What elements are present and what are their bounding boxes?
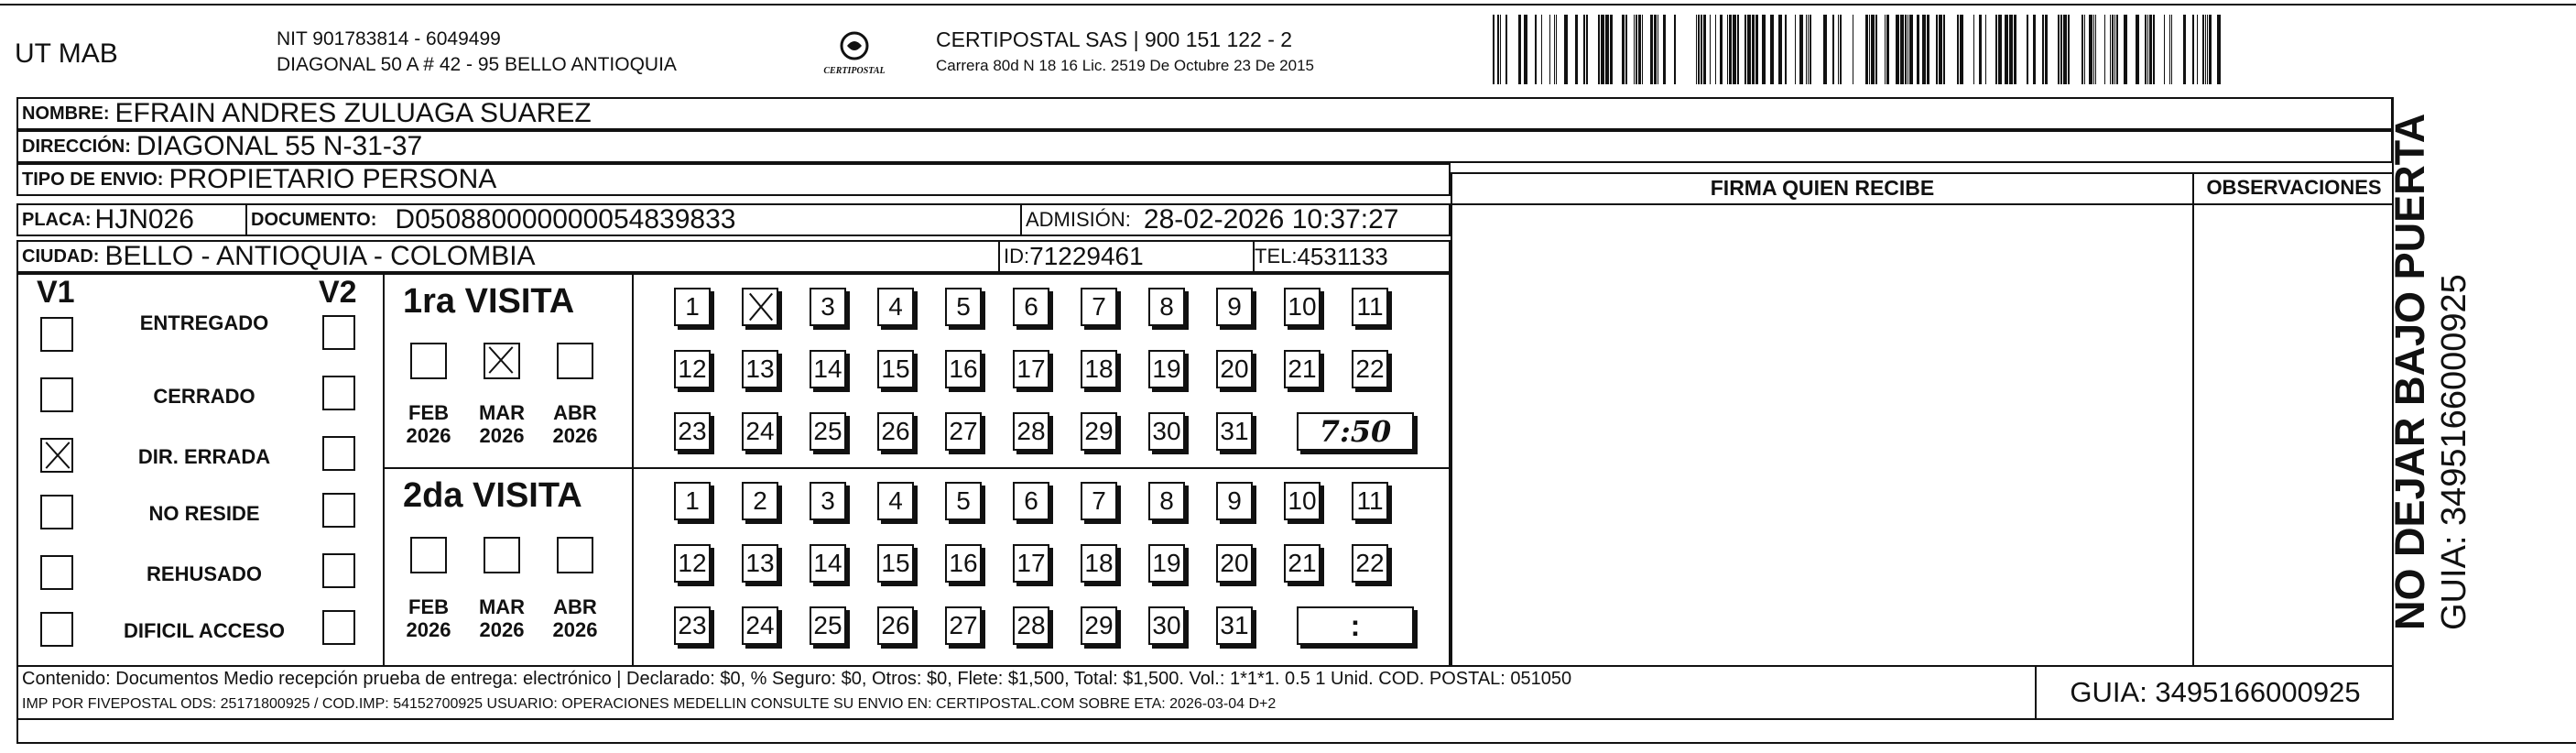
- day-number: 29: [1084, 417, 1114, 445]
- top-border: [0, 4, 2576, 5]
- day-box[interactable]: [1081, 544, 1117, 583]
- footer-guia-cell: [2035, 665, 2394, 720]
- id-label: ID:: [1004, 245, 1030, 267]
- day-box[interactable]: [1216, 482, 1253, 520]
- ciudad-label: CIUDAD:: [22, 246, 100, 267]
- day-number: 4: [888, 486, 903, 515]
- day-box[interactable]: [877, 350, 914, 388]
- day-number: 7: [1092, 292, 1106, 321]
- month-name: MAR: [478, 401, 526, 424]
- day-box[interactable]: [1352, 288, 1388, 326]
- day-box[interactable]: [1216, 288, 1253, 326]
- day-box[interactable]: [945, 544, 982, 583]
- day-number: 16: [949, 355, 978, 383]
- month-label: [474, 595, 529, 641]
- day-box[interactable]: [1081, 350, 1117, 388]
- day-box[interactable]: [674, 288, 711, 326]
- day-number: 9: [1227, 486, 1242, 515]
- day-number: 21: [1288, 549, 1317, 577]
- day-number: 17: [1016, 549, 1046, 577]
- month-checkbox[interactable]: [410, 537, 447, 573]
- placa-row: [16, 203, 1451, 236]
- firma-area: [1451, 172, 2194, 667]
- direccion-label: DIRECCIÓN:: [22, 136, 131, 157]
- v1-checkbox[interactable]: [40, 495, 73, 529]
- v1-label: V1: [37, 275, 75, 310]
- side-line2: GUIA: 3495166000925: [2435, 274, 2473, 630]
- day-number: 10: [1288, 486, 1317, 515]
- side-line1: NO DEJAR BAJO PUERTA: [2386, 113, 2433, 630]
- placa-label: PLACA:: [22, 209, 92, 230]
- month-checkbox[interactable]: [557, 537, 593, 573]
- day-box[interactable]: [1352, 482, 1388, 520]
- day-box[interactable]: [945, 606, 982, 645]
- v1-checkbox[interactable]: [40, 438, 73, 473]
- time-field[interactable]: [1297, 606, 1414, 645]
- month-year: 2026: [479, 424, 525, 447]
- day-box[interactable]: [1013, 288, 1049, 326]
- reason-label: DIFICIL ACCESO: [123, 619, 285, 642]
- day-number: 27: [949, 417, 978, 445]
- v1-checkbox[interactable]: [40, 317, 73, 352]
- barcode: [1493, 15, 2225, 84]
- v1-checkbox[interactable]: [40, 555, 73, 590]
- tel-value: 4531133: [1297, 242, 1388, 270]
- day-number: 21: [1288, 355, 1317, 383]
- admision-value: 28-02-2026 10:37:27: [1143, 204, 1399, 235]
- reason-label: CERRADO: [153, 385, 255, 408]
- month-checkbox[interactable]: [484, 537, 520, 573]
- v2-checkbox[interactable]: [322, 376, 355, 410]
- v2-checkbox[interactable]: [322, 610, 355, 645]
- id-value: 71229461: [1029, 242, 1144, 270]
- day-box[interactable]: [1148, 350, 1185, 388]
- day-number: 12: [678, 355, 707, 383]
- day-number: 5: [956, 486, 971, 515]
- day-number: 11: [1356, 486, 1384, 515]
- day-number: 30: [1152, 417, 1181, 445]
- admision-cell: [1026, 205, 1447, 235]
- visits-divider-left: [383, 273, 385, 667]
- day-number: 16: [949, 549, 978, 577]
- footer-contenido: Contenido: Documentos Medio recepción prueba de entrega: electrónico | Declarado: $0, % Seguro: $0, Otros: $0, Flete: $1,500, Total: $1,500. Vol.: 1*1*1. 0.5 1 Unid. COD. POSTAL: 051050: [22, 669, 1572, 689]
- day-box[interactable]: [674, 412, 711, 451]
- day-box[interactable]: [1148, 544, 1185, 583]
- day-number: 22: [1355, 549, 1385, 577]
- day-box[interactable]: [742, 288, 778, 326]
- reason-label: NO RESIDE: [148, 502, 260, 525]
- v1-checkbox[interactable]: [40, 377, 73, 412]
- day-box[interactable]: [1148, 412, 1185, 451]
- v2-checkbox[interactable]: [322, 493, 355, 528]
- day-number: 15: [881, 355, 910, 383]
- nombre-value: EFRAIN ANDRES ZULUAGA SUAREZ: [114, 98, 592, 128]
- day-number: 31: [1220, 417, 1249, 445]
- day-number: 14: [813, 355, 842, 383]
- day-number: 13: [745, 549, 775, 577]
- day-number: 6: [1024, 486, 1038, 515]
- day-number: 30: [1152, 611, 1181, 639]
- day-number: 27: [949, 611, 978, 639]
- day-box[interactable]: [1013, 412, 1049, 451]
- day-number: 4: [888, 292, 903, 321]
- day-box[interactable]: [810, 606, 846, 645]
- day-number: 24: [745, 417, 775, 445]
- day-number: 3: [821, 486, 835, 515]
- day-number: 23: [678, 417, 707, 445]
- day-number: 20: [1220, 549, 1249, 577]
- day-box[interactable]: [674, 606, 711, 645]
- day-box[interactable]: [877, 412, 914, 451]
- tipo-envio-label: TIPO DE ENVIO:: [22, 169, 164, 190]
- time-value: :: [1350, 608, 1361, 642]
- day-number: 23: [678, 611, 707, 639]
- day-box[interactable]: [945, 350, 982, 388]
- day-number: 12: [678, 549, 707, 577]
- day-number: 8: [1159, 292, 1174, 321]
- footer-imp: IMP POR FIVEPOSTAL ODS: 25171800925 / COD.IMP: 54152700925 USUARIO: OPERACIONES MEDELLIN CONSULTE SU ENVIO EN: CERTIPOSTAL.COM SOBRE ETA: 2026-03-04 D+2: [22, 696, 1277, 712]
- day-box[interactable]: [1081, 288, 1117, 326]
- direccion-value: DIAGONAL 55 N-31-37: [136, 131, 423, 161]
- time-value: 7:50: [1319, 414, 1392, 449]
- day-box[interactable]: [1284, 288, 1321, 326]
- certipostal-line1: CERTIPOSTAL SAS | 900 151 122 - 2: [936, 27, 1293, 51]
- day-box[interactable]: [1216, 412, 1253, 451]
- day-box[interactable]: [1352, 350, 1388, 388]
- day-box[interactable]: [742, 350, 778, 388]
- visit-title: 2da VISITA: [403, 476, 582, 515]
- day-number: 8: [1159, 486, 1174, 515]
- day-number: 13: [745, 355, 775, 383]
- day-number: 10: [1288, 292, 1317, 321]
- documento-label: DOCUMENTO:: [251, 209, 377, 230]
- ciudad-cell: [18, 242, 1004, 271]
- day-box[interactable]: [945, 288, 982, 326]
- day-box[interactable]: [674, 544, 711, 583]
- ciudad-row: [16, 240, 1451, 273]
- observaciones-area: [2192, 172, 2394, 667]
- day-box[interactable]: [742, 606, 778, 645]
- tel-cell: [1251, 242, 1451, 271]
- firma-label: FIRMA QUIEN RECIBE: [1710, 176, 1935, 200]
- month-name: ABR: [553, 595, 597, 618]
- day-number: 6: [1024, 292, 1038, 321]
- day-number: 24: [745, 611, 775, 639]
- company-address: DIAGONAL 50 A # 42 - 95 BELLO ANTIOQUIA: [277, 54, 677, 75]
- tipo-envio-row: [16, 163, 1451, 196]
- bottom-border: [16, 742, 2576, 744]
- day-box[interactable]: [1081, 606, 1117, 645]
- day-number: 1: [685, 292, 700, 321]
- month-name: FEB: [408, 595, 449, 618]
- day-number: 29: [1084, 611, 1114, 639]
- day-box[interactable]: [674, 482, 711, 520]
- day-box[interactable]: [1081, 412, 1117, 451]
- tipo-envio-value: PROPIETARIO PERSONA: [168, 164, 497, 194]
- ciudad-value: BELLO - ANTIOQUIA - COLOMBIA: [104, 241, 536, 271]
- company-nit: NIT 901783814 - 6049499: [277, 28, 501, 49]
- v2-checkbox[interactable]: [322, 553, 355, 588]
- company-name: UT MAB: [15, 38, 118, 69]
- month-name: MAR: [478, 595, 526, 618]
- month-checkbox[interactable]: [557, 343, 593, 379]
- day-box[interactable]: [1081, 482, 1117, 520]
- v1-checkbox[interactable]: [40, 612, 73, 647]
- day-box[interactable]: [1216, 606, 1253, 645]
- day-number: 31: [1220, 611, 1249, 639]
- day-box[interactable]: [1013, 350, 1049, 388]
- day-box[interactable]: [810, 288, 846, 326]
- day-number: 20: [1220, 355, 1249, 383]
- month-label: [401, 401, 456, 447]
- month-label: [401, 595, 456, 641]
- visit-title: 1ra VISITA: [403, 282, 575, 321]
- day-number: 11: [1356, 292, 1384, 321]
- day-number: 25: [813, 611, 842, 639]
- footer-tick: [16, 720, 18, 744]
- day-box[interactable]: [1013, 544, 1049, 583]
- day-box[interactable]: [810, 482, 846, 520]
- day-box[interactable]: [945, 482, 982, 520]
- day-number: 18: [1084, 355, 1114, 383]
- direccion-row: [16, 130, 2393, 163]
- tel-label: TEL:: [1255, 245, 1298, 267]
- day-number: 19: [1152, 355, 1181, 383]
- footer-guia: GUIA: 3495166000925: [2070, 676, 2361, 708]
- day-box[interactable]: [877, 288, 914, 326]
- month-year: 2026: [406, 424, 451, 447]
- day-box[interactable]: [1216, 350, 1253, 388]
- side-warning: [2386, 113, 2474, 634]
- day-number: 14: [813, 549, 842, 577]
- day-box[interactable]: [742, 412, 778, 451]
- day-number: 7: [1092, 486, 1106, 515]
- day-box[interactable]: [1284, 544, 1321, 583]
- month-checkbox[interactable]: [484, 343, 520, 379]
- certipostal-line2: Carrera 80d N 18 16 Lic. 2519 De Octubre 23 De 2015: [936, 57, 1314, 74]
- certipostal-logo: [813, 27, 896, 82]
- v2-checkbox[interactable]: [322, 436, 355, 471]
- day-box[interactable]: [742, 544, 778, 583]
- day-number: 9: [1227, 292, 1242, 321]
- day-number: 15: [881, 549, 910, 577]
- visits-divider-middle: [383, 467, 1451, 469]
- day-number: 5: [956, 292, 971, 321]
- placa-value: HJN026: [94, 204, 194, 235]
- day-box[interactable]: [674, 350, 711, 388]
- month-checkbox[interactable]: [410, 343, 447, 379]
- month-label: [474, 401, 529, 447]
- day-number: 22: [1355, 355, 1385, 383]
- day-number: 2: [753, 486, 767, 515]
- month-label: [548, 401, 603, 447]
- day-box[interactable]: [1013, 606, 1049, 645]
- nombre-label: NOMBRE:: [22, 103, 110, 124]
- nombre-row: [16, 97, 2393, 130]
- month-year: 2026: [552, 424, 598, 447]
- admision-label: ADMISIÓN:: [1026, 208, 1131, 231]
- day-box[interactable]: [1284, 350, 1321, 388]
- reason-label: ENTREGADO: [139, 311, 269, 334]
- day-box[interactable]: [877, 544, 914, 583]
- day-box[interactable]: [1352, 544, 1388, 583]
- reason-label: DIR. ERRADA: [137, 445, 271, 468]
- day-box[interactable]: [1148, 288, 1185, 326]
- day-number: 25: [813, 417, 842, 445]
- id-cell: [998, 242, 1255, 271]
- month-year: 2026: [406, 618, 451, 641]
- day-box[interactable]: [877, 482, 914, 520]
- day-number: 28: [1016, 611, 1046, 639]
- month-name: ABR: [553, 401, 597, 424]
- day-box[interactable]: [1013, 482, 1049, 520]
- month-year: 2026: [479, 618, 525, 641]
- day-box[interactable]: [742, 482, 778, 520]
- day-box[interactable]: [810, 544, 846, 583]
- day-number: 19: [1152, 549, 1181, 577]
- reason-label: REHUSADO: [147, 562, 262, 585]
- months-divider: [632, 273, 634, 667]
- month-label: [548, 595, 603, 641]
- v2-checkbox[interactable]: [322, 315, 355, 350]
- day-number: 26: [881, 417, 910, 445]
- day-box[interactable]: [877, 606, 914, 645]
- svg-text:CERTIPOSTAL: CERTIPOSTAL: [823, 66, 886, 76]
- v2-label: V2: [319, 275, 357, 310]
- placa-cell: [18, 205, 247, 235]
- day-box[interactable]: [945, 412, 982, 451]
- day-number: 18: [1084, 549, 1114, 577]
- month-year: 2026: [552, 618, 598, 641]
- day-box[interactable]: [1216, 544, 1253, 583]
- day-number: 26: [881, 611, 910, 639]
- day-number: 1: [685, 486, 700, 515]
- day-number: 17: [1016, 355, 1046, 383]
- day-box[interactable]: [1148, 482, 1185, 520]
- day-number: 28: [1016, 417, 1046, 445]
- day-box[interactable]: [1148, 606, 1185, 645]
- day-number: 3: [821, 292, 835, 321]
- documento-value: D050880000000054839833: [395, 204, 736, 235]
- time-field[interactable]: [1297, 412, 1414, 451]
- month-name: FEB: [408, 401, 449, 424]
- day-box[interactable]: [810, 350, 846, 388]
- observaciones-label: OBSERVACIONES: [2206, 176, 2382, 199]
- day-box[interactable]: [810, 412, 846, 451]
- day-box[interactable]: [1284, 482, 1321, 520]
- documento-cell: [244, 205, 1022, 235]
